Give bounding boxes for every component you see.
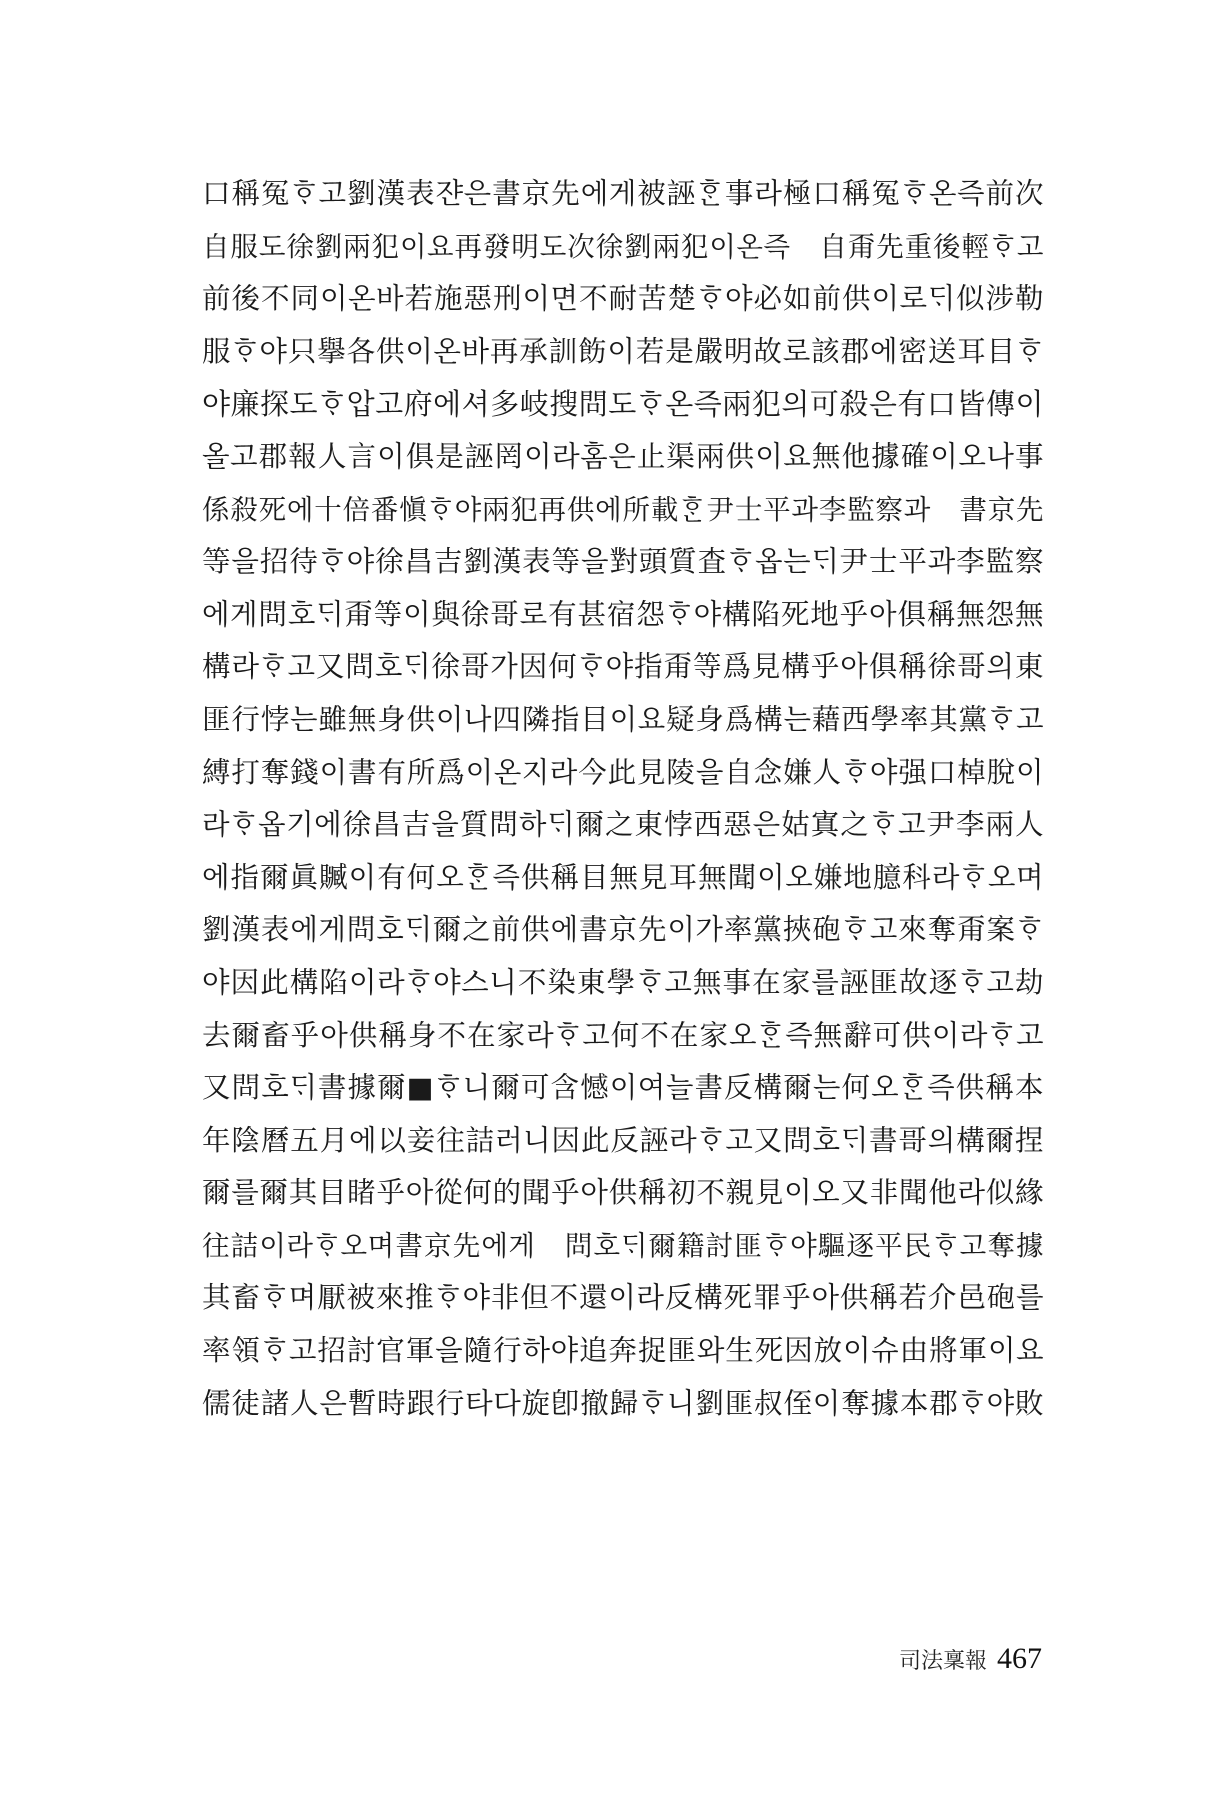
text-line: 에指爾眞贓이有何오ᄒᆞᆫ즉供稱目無見耳無聞이오嫌地臆科라ᄒᆞ오며 (202, 860, 1044, 894)
text-line: 야廉探도ᄒᆞ압고府에셔多岐搜問도ᄒᆞ온즉兩犯의可殺은有口皆傳이 (202, 387, 1044, 422)
page-footer (899, 1642, 1042, 1676)
text-line: 儒徒諸人은暫時跟行타다旋卽撤歸ᄒᆞ니劉匪叔侄이奪據本郡ᄒᆞ야敗 (202, 1386, 1044, 1420)
text-line: 올고郡報人言이俱是誣罔이라홈은止渠兩供이요無他據確이오나事 (202, 439, 1044, 473)
text-line: 構라ᄒᆞ고又問호ᄃᆡ徐哥가因何ᄒᆞ야指甭等爲見構乎아俱稱徐哥의東 (202, 650, 1044, 684)
text-line: 服ᄒᆞ야只擧各供이온바再承訓飭이若是嚴明故로該郡에密送耳目ᄒᆞ (202, 334, 1044, 368)
text-line: 等을招待ᄒᆞ야徐昌吉劉漢表等을對頭質査ᄒᆞ옵는ᄃᆡ尹士平과李監察 (202, 545, 1044, 579)
text-line: 率領ᄒᆞ고招討官軍을隨行하야追奔捉匪와生死因放이슈由將軍이요 (202, 1334, 1044, 1368)
text-line: 口稱冤ᄒᆞ고劉漢表쟌은書京先에게被誣ᄒᆞᆫ事라極口稱冤ᄒᆞ온즉前次 (202, 177, 1044, 210)
text-line: 年陰曆五月에以妾往詰러니因此反誣라ᄒᆞ고又問호ᄃᆡ書哥의構爾捏 (202, 1123, 1044, 1157)
text-line: 縛打奪錢이書有所爲이온지라今此見陵을自念嫌人ᄒᆞ야强口棹脫이 (202, 755, 1045, 789)
text-line: 匪行悖는雖無身供이나四隣指目이요疑身爲構는藉西學率其黨ᄒᆞ고 (202, 702, 1044, 736)
text-line: 自服도徐劉兩犯이요再發明도次徐劉兩犯이온즉 自甭先重後輕ᄒᆞ고 (202, 230, 1044, 263)
text-line: 其畜ᄒᆞ며厭被來推ᄒᆞ야非但不還이라反構死罪乎아供稱若介邑砲를 (202, 1281, 1044, 1315)
text-line: 라ᄒᆞ옵기에徐昌吉을質問하ᄃᆡ爾之東悖西惡은姑寘之ᄒᆞ고尹李兩人 (202, 808, 1044, 842)
text-line: 에게問호ᄃᆡ甭等이與徐哥로有甚宿怨ᄒᆞ야構陷死地乎아俱稱無怨無 (202, 597, 1044, 631)
text-line: 爾를爾其目睹乎아從何的聞乎아供稱初不親見이오又非聞他라似緣 (202, 1176, 1044, 1210)
text-line: 劉漢表에게問호ᄃᆡ爾之前供에書京先이가率黨挾砲ᄒᆞ고來奪甭案ᄒᆞ (202, 913, 1044, 947)
text-line: 야因此構陷이라ᄒᆞ야스니不染東學ᄒᆞ고無事在家를誣匪故逐ᄒᆞ고劫 (202, 965, 1044, 999)
text-line: 又問호ᄃᆡ書據爾■ᄒᆞ니爾可含憾이여늘書反構爾는何오ᄒᆞᆫ즉供稱本 (202, 1071, 1044, 1105)
body-text (202, 168, 1044, 1430)
page-number: 467 (997, 1642, 1042, 1675)
running-title: 司法稟報 (898, 1649, 987, 1674)
text-line: 前後不同이온바若施惡刑이면不耐苦楚ᄒᆞ야必如前供이로ᄃᆡ似涉勒 (202, 282, 1044, 316)
text-line: 往詰이라ᄒᆞ오며書京先에게 問호ᄃᆡ爾籍討匪ᄒᆞ야驅逐平民ᄒᆞ고奪據 (202, 1229, 1044, 1262)
text-line: 去爾畜乎아供稱身不在家라ᄒᆞ고何不在家오ᄒᆞᆫ즉無辭可供이라ᄒᆞ고 (202, 1018, 1044, 1052)
text-line: 係殺死에十倍番愼ᄒᆞ야兩犯再供에所載ᄒᆞᆫ尹士平과李監察과 書京先 (202, 493, 1044, 526)
